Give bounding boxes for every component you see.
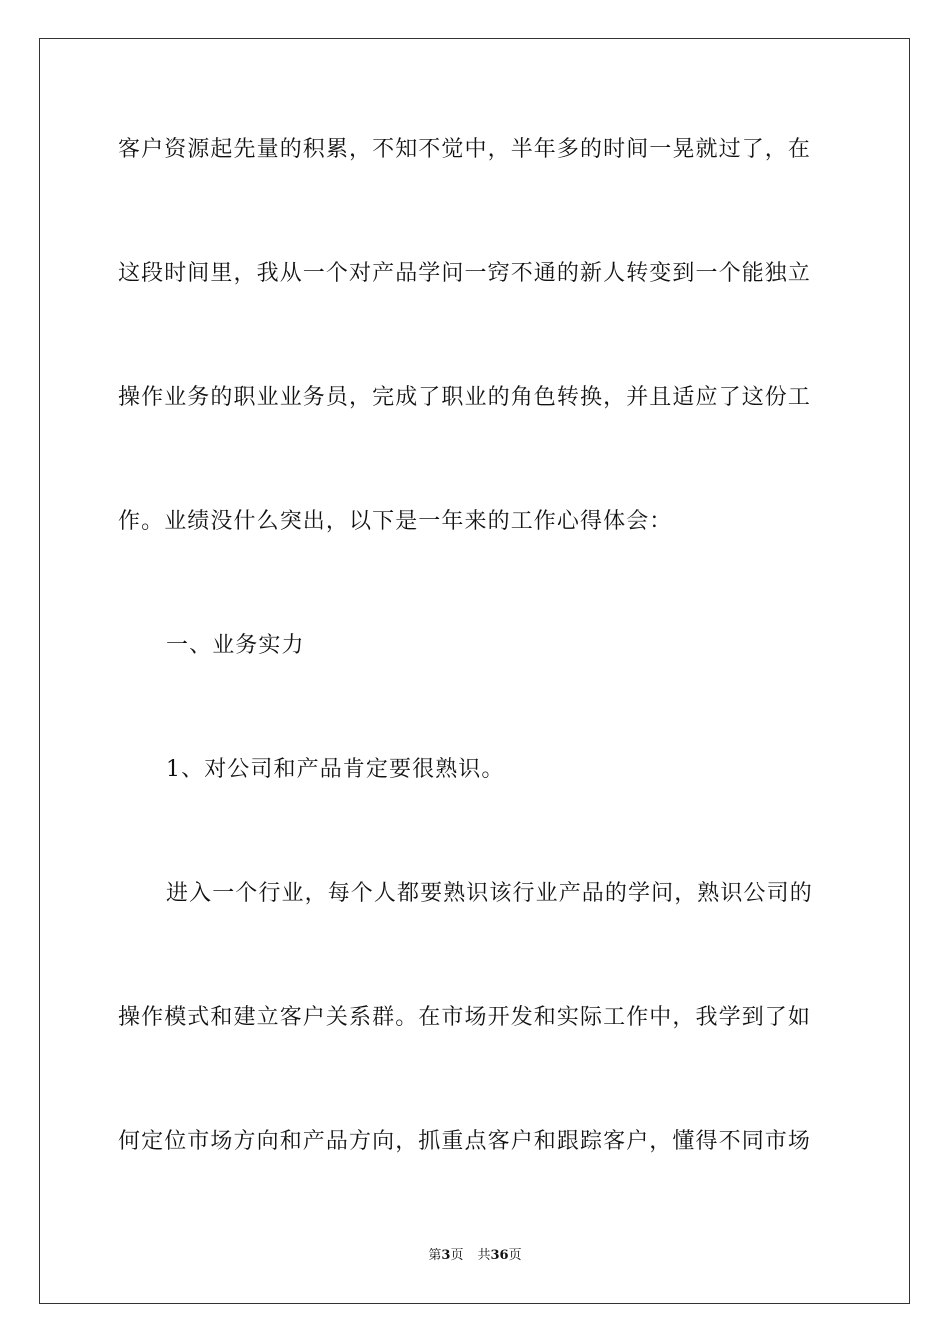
page-frame [39,38,910,1304]
subsection-heading: 1、对公司和产品肯定要很熟识。 [166,757,505,782]
body-text-line: 何定位市场方向和产品方向，抓重点客户和跟踪客户，懂得不同市场 [118,1129,812,1154]
body-text-line: 操作业务的职业业务员，完成了职业的角色转换，并且适应了这份工 [118,385,812,410]
page-suffix: 页 [450,1248,464,1263]
section-heading: 一、业务实力 [166,633,305,658]
body-text-line: 这段时间里，我从一个对产品学问一窍不通的新人转变到一个能独立 [118,261,812,286]
page-prefix: 第 [428,1248,442,1263]
total-prefix: 共 [477,1248,491,1263]
total-pages: 36 [490,1248,509,1263]
body-text-line: 客户资源起先量的积累，不知不觉中，半年多的时间一晃就过了，在 [118,137,812,162]
body-text-line: 作。业绩没什么突出，以下是一年来的工作心得体会： [118,509,673,534]
body-text-line: 进入一个行业，每个人都要熟识该行业产品的学问，熟识公司的 [166,881,813,906]
total-suffix: 页 [508,1248,522,1263]
page-footer [0,1247,950,1265]
body-text-line: 操作模式和建立客户关系群。在市场开发和实际工作中，我学到了如 [118,1005,812,1030]
page-number: 3 [441,1248,451,1263]
